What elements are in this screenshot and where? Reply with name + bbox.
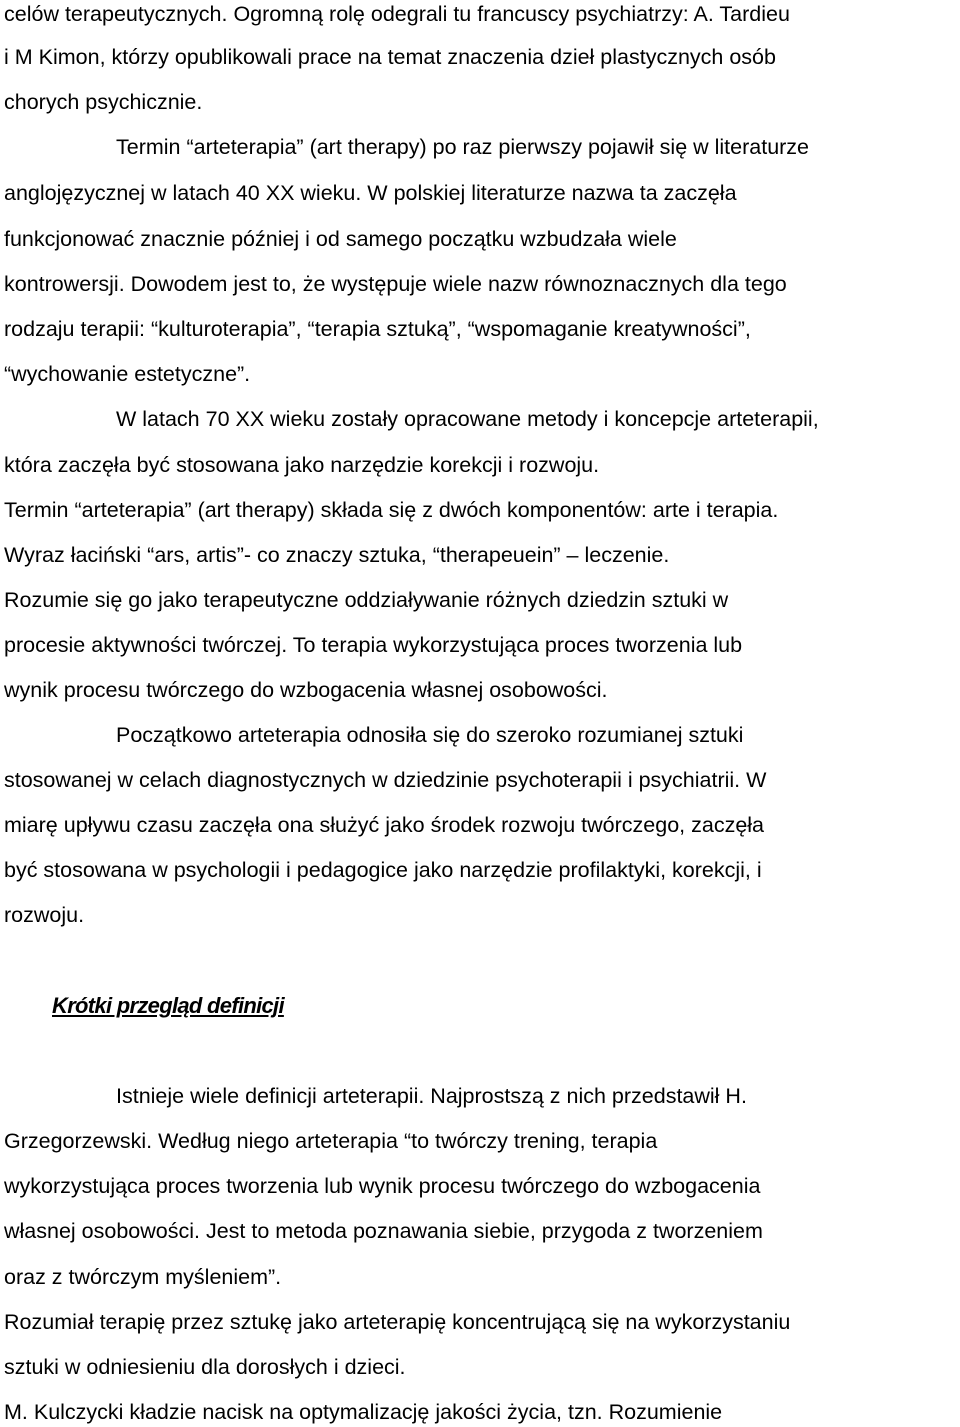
text-line: rodzaju terapii: “kulturoterapia”, “terapia sztuką”, “wspomaganie kreatywności”, [4, 317, 751, 341]
text-line: własnej osobowości. Jest to metoda poznawania siebie, przygoda z tworzeniem [4, 1219, 763, 1243]
text-line: funkcjonować znacznie później i od samego początku wzbudzała wiele [4, 227, 677, 251]
text-line: wykorzystująca proces tworzenia lub wynik procesu twórczego do wzbogacenia [4, 1174, 761, 1198]
text-line: rozwoju. [4, 903, 85, 927]
text-line: M. Kulczycki kładzie nacisk na optymalizację jakości życia, tzn. Rozumienie [4, 1400, 723, 1424]
text-line: miarę upływu czasu zaczęła ona służyć jako środek rozwoju twórczego, zaczęła [4, 813, 765, 837]
text-line: i M Kimon, którzy opublikowali prace na temat znaczenia dzieł plastycznych osób [4, 45, 776, 69]
text-line: Grzegorzewski. Według niego arteterapia “to twórczy trening, terapia [4, 1129, 658, 1153]
text-line: W latach 70 XX wieku zostały opracowane metody i koncepcje arteterapii, [116, 407, 819, 431]
text-line: Początkowo arteterapia odnosiła się do szeroko rozumianej sztuki [116, 723, 744, 747]
text-line: procesie aktywności twórczej. To terapia wykorzystująca proces tworzenia lub [4, 633, 743, 657]
text-line: Termin “arteterapia” (art therapy) składa się z dwóch komponentów: arte i terapia. [4, 498, 779, 522]
text-line: być stosowana w psychologii i pedagogice jako narzędzie profilaktyki, korekcji, i [4, 858, 762, 882]
text-line: sztuki w odniesieniu dla dorosłych i dzieci. [4, 1355, 406, 1379]
text-line: stosowanej w celach diagnostycznych w dziedzinie psychoterapii i psychiatrii. W [4, 768, 767, 792]
section-heading: Krótki przegląd definicji [52, 993, 284, 1018]
text-line: Istnieje wiele definicji arteterapii. Najprostszą z nich przedstawił H. [116, 1084, 747, 1108]
text-line: anglojęzycznej w latach 40 XX wieku. W polskiej literaturze nazwa ta zaczęła [4, 181, 737, 205]
text-line: chorych psychicznie. [4, 90, 203, 114]
text-line: Rozumie się go jako terapeutyczne oddziaływanie różnych dziedzin sztuki w [4, 588, 729, 612]
text-line: Wyraz łaciński “ars, artis”- co znaczy sztuka, “therapeuein” – leczenie. [4, 543, 670, 567]
text-line: która zaczęła być stosowana jako narzędzie korekcji i rozwoju. [4, 453, 600, 477]
text-line: oraz z twórczym myśleniem”. [4, 1265, 282, 1289]
text-line: wynik procesu twórczego do wzbogacenia własnej osobowości. [4, 678, 608, 702]
text-line: kontrowersji. Dowodem jest to, że występuje wiele nazw równoznacznych dla tego [4, 272, 787, 296]
text-line: “wychowanie estetyczne”. [4, 362, 251, 386]
text-line: Rozumiał terapię przez sztukę jako arteterapię koncentrującą się na wykorzystaniu [4, 1310, 791, 1334]
text-line: Termin “arteterapia” (art therapy) po raz pierwszy pojawił się w literaturze [116, 135, 810, 159]
text-line: celów terapeutycznych. Ogromną rolę odegrali tu francuscy psychiatrzy: A. Tardieu [4, 2, 790, 26]
